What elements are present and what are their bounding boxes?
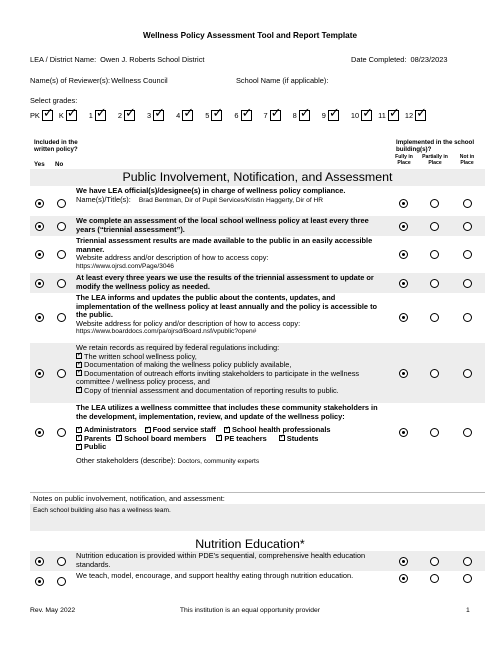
stakeholder-line-2: ✓Parents ✓ School board members ✓ PE teachers ✓ Students bbox=[76, 435, 388, 444]
grade-selector bbox=[30, 110, 432, 121]
fully-radio[interactable] bbox=[399, 313, 408, 322]
grade-checkbox[interactable] bbox=[95, 110, 106, 121]
no-header: No bbox=[55, 161, 64, 168]
check-icon[interactable] bbox=[224, 427, 230, 433]
records-item: ✓Copy of triennial assessment and documentation of reporting results to public. bbox=[76, 387, 384, 396]
no-radio[interactable] bbox=[57, 557, 66, 566]
lea-label: LEA / District Name: bbox=[30, 55, 97, 64]
fully-radio[interactable] bbox=[399, 557, 408, 566]
notes-label: Notes on public involvement, notification, and assessment: bbox=[33, 494, 225, 503]
yes-header: Yes bbox=[34, 161, 45, 168]
partially-radio[interactable] bbox=[430, 222, 439, 231]
grade-checkbox[interactable] bbox=[66, 110, 77, 121]
fully-radio[interactable] bbox=[399, 428, 408, 437]
grade-checkbox[interactable] bbox=[299, 110, 310, 121]
no-radio[interactable] bbox=[57, 250, 66, 259]
check-icon[interactable] bbox=[279, 435, 285, 441]
check-icon[interactable] bbox=[116, 435, 122, 441]
check-icon[interactable] bbox=[76, 370, 82, 376]
grade-checkbox[interactable] bbox=[388, 110, 399, 121]
partially-header: Partially in Place bbox=[422, 154, 448, 166]
not-radio[interactable] bbox=[463, 574, 472, 583]
check-icon[interactable] bbox=[216, 435, 222, 441]
grade-pk[interactable]: PK ✓ bbox=[30, 110, 55, 121]
partially-radio[interactable] bbox=[430, 250, 439, 259]
row-2-text: We complete an assessment of the local school wellness policy at least every three years (“triennial assessment”). bbox=[76, 216, 369, 234]
grade-checkbox[interactable] bbox=[241, 110, 252, 121]
section-title-nutrition-education: Nutrition Education* bbox=[195, 537, 305, 551]
yes-radio[interactable] bbox=[35, 369, 44, 378]
records-item: ✓The written school wellness policy, bbox=[76, 353, 384, 362]
reviewer-field bbox=[30, 76, 168, 85]
check-icon[interactable] bbox=[76, 353, 82, 359]
date-label: Date Completed: bbox=[351, 55, 407, 64]
not-radio[interactable] bbox=[463, 313, 472, 322]
row-5-text: The LEA informs and updates the public about the contents, updates, and implementation of the wellness policy at least annually and the policy is accessible to the public. Website address for policy and/or description of how to access copy: https://www.boarddocs.com/pa/ojrsd/Board.nsf/vpublic?open# bbox=[76, 294, 384, 337]
grade-6[interactable]: 6 ✓ bbox=[234, 110, 253, 121]
yes-radio[interactable] bbox=[35, 250, 44, 259]
no-radio[interactable] bbox=[57, 369, 66, 378]
footer-equal-opportunity: This institution is an equal opportunity provider bbox=[179, 607, 321, 614]
section-title-public-involvement: Public Involvement, Notification, and Assessment bbox=[30, 169, 485, 186]
not-radio[interactable] bbox=[463, 250, 472, 259]
row-1-answer[interactable]: Brad Bentman, Dir of Pupil Services/Kristin Haggerty, Dir of HR bbox=[138, 196, 324, 204]
grade-checkbox[interactable] bbox=[361, 110, 372, 121]
check-icon[interactable] bbox=[145, 427, 151, 433]
page-number: 1 bbox=[466, 607, 470, 614]
school-label: School Name (if applicable): bbox=[236, 76, 329, 85]
grade-9[interactable]: 9 ✓ bbox=[322, 110, 341, 121]
not-radio[interactable] bbox=[463, 557, 472, 566]
grade-3[interactable]: 3 ✓ bbox=[147, 110, 166, 121]
fully-radio[interactable] bbox=[399, 199, 408, 208]
grade-checkbox[interactable] bbox=[270, 110, 281, 121]
grade-5[interactable]: 5 ✓ bbox=[205, 110, 224, 121]
grade-checkbox[interactable] bbox=[211, 110, 222, 121]
lea-field bbox=[30, 55, 204, 64]
grade-7[interactable]: 7 ✓ bbox=[264, 110, 283, 121]
grade-k[interactable]: K ✓ bbox=[59, 110, 79, 121]
nutrition-row-2-text: We teach, model, encourage, and support healthy eating through nutrition education. bbox=[76, 571, 354, 580]
check-icon[interactable] bbox=[76, 362, 82, 368]
grade-checkbox[interactable] bbox=[153, 110, 164, 121]
row-4-text: At least every three years we use the results of the triennial assessment to update or modify the wellness policy as needed. bbox=[76, 273, 374, 291]
row-7-text: The LEA utilizes a wellness committee that includes these community stakeholders in the development, implementation, review, and update of the wellness policy: ✓Administrators ✓ Food service staff ✓ School health professionals ✓Parents ✓ School board members ✓ PE teachers ✓ Students ✓Public Other stakeholders (describe): Doctors, community experts bbox=[76, 404, 388, 467]
grade-checkbox[interactable] bbox=[328, 110, 339, 121]
date-value[interactable]: 08/23/2023 bbox=[410, 55, 448, 64]
partially-radio[interactable] bbox=[430, 557, 439, 566]
row-3-text: Triennial assessment results are made available to the public in an easily accessible manner. Website address and/or description of how to access copy: https://www.ojrsd.com/Page/3046 bbox=[76, 237, 384, 271]
date-field bbox=[351, 55, 447, 64]
not-radio[interactable] bbox=[463, 369, 472, 378]
not-radio[interactable] bbox=[463, 222, 472, 231]
grade-checkbox[interactable] bbox=[182, 110, 193, 121]
footer-revision: Rev. May 2022 bbox=[30, 607, 76, 614]
yes-radio[interactable] bbox=[35, 577, 44, 586]
records-item: ✓Documentation of outreach efforts inviting stakeholders to participate in the wellness committee / wellness policy process, and bbox=[76, 370, 384, 387]
yes-radio[interactable] bbox=[35, 199, 44, 208]
not-radio[interactable] bbox=[463, 279, 472, 288]
school-field[interactable] bbox=[236, 76, 328, 85]
partially-radio[interactable] bbox=[430, 199, 439, 208]
notes-value[interactable]: Each school building also has a wellness team. bbox=[33, 507, 171, 514]
grade-checkbox[interactable] bbox=[124, 110, 135, 121]
lea-value[interactable]: Owen J. Roberts School District bbox=[100, 55, 205, 64]
implemented-header: Implemented in the school building(s)? bbox=[396, 139, 475, 154]
grade-4[interactable]: 4 ✓ bbox=[176, 110, 195, 121]
yes-radio[interactable] bbox=[35, 557, 44, 566]
fully-radio[interactable] bbox=[399, 279, 408, 288]
reviewer-value[interactable]: Wellness Council bbox=[111, 76, 168, 85]
fully-radio[interactable] bbox=[399, 369, 408, 378]
not-radio[interactable] bbox=[463, 428, 472, 437]
grade-8[interactable]: 8 ✓ bbox=[293, 110, 312, 121]
yes-radio[interactable] bbox=[35, 222, 44, 231]
row-1-text: We have LEA official(s)/designee(s) in charge of wellness policy compliance. Name(s)/Title(s): Brad Bentman, Dir of Pupil Services/Kristin Haggerty, Dir of HR bbox=[76, 186, 346, 204]
no-radio[interactable] bbox=[57, 279, 66, 288]
reviewer-label: Name(s) of Reviewer(s): bbox=[30, 76, 111, 85]
grade-1[interactable]: 1 ✓ bbox=[89, 110, 108, 121]
partially-radio[interactable] bbox=[430, 428, 439, 437]
partially-radio[interactable] bbox=[430, 279, 439, 288]
check-icon[interactable] bbox=[76, 435, 82, 441]
no-radio[interactable] bbox=[57, 577, 66, 586]
row-3-answer[interactable]: https://www.ojrsd.com/Page/3046 bbox=[76, 262, 174, 270]
grade-checkbox[interactable] bbox=[415, 110, 426, 121]
grade-10[interactable]: 10 ✓ bbox=[351, 110, 374, 121]
no-radio[interactable] bbox=[57, 222, 66, 231]
no-radio[interactable] bbox=[57, 313, 66, 322]
partially-radio[interactable] bbox=[430, 313, 439, 322]
included-header: Included in the written policy? bbox=[34, 139, 78, 154]
yes-radio[interactable] bbox=[35, 313, 44, 322]
document-title: Wellness Policy Assessment Tool and Report Template bbox=[143, 31, 357, 40]
stakeholder-line-3: ✓Public bbox=[76, 443, 388, 452]
partially-radio[interactable] bbox=[430, 369, 439, 378]
other-stakeholders-answer[interactable]: Doctors, community experts bbox=[177, 457, 260, 465]
fully-radio[interactable] bbox=[399, 574, 408, 583]
yes-radio[interactable] bbox=[35, 279, 44, 288]
not-header: Not in Place bbox=[459, 154, 475, 166]
not-radio[interactable] bbox=[463, 199, 472, 208]
check-icon[interactable] bbox=[76, 444, 82, 450]
select-grades-label: Select grades: bbox=[30, 96, 78, 105]
divider bbox=[30, 492, 485, 493]
check-icon[interactable] bbox=[76, 387, 82, 393]
stakeholder-line-1: ✓Administrators ✓ Food service staff ✓ School health professionals bbox=[76, 426, 388, 435]
fully-radio[interactable] bbox=[399, 222, 408, 231]
grade-11[interactable]: 11 ✓ bbox=[378, 110, 401, 121]
grade-checkbox[interactable] bbox=[42, 110, 53, 121]
no-radio[interactable] bbox=[57, 428, 66, 437]
row-5-answer[interactable]: https://www.boarddocs.com/pa/ojrsd/Board.nsf/vpublic?open# bbox=[76, 328, 257, 336]
partially-radio[interactable] bbox=[430, 574, 439, 583]
check-icon[interactable] bbox=[76, 427, 82, 433]
fully-radio[interactable] bbox=[399, 250, 408, 259]
nutrition-row-1-text: Nutrition education is provided within PDE’s sequential, comprehensive health education standards. bbox=[76, 551, 366, 569]
fully-header: Fully in Place bbox=[395, 154, 413, 166]
row-6-text: We retain records as required by federal regulations including: ✓The written school wellness policy, ✓Documentation of making the wellness policy publicly available, ✓Documentation of outreach efforts inviting stakeholders to participate in the wellness committee / wellness policy process, and ✓Copy of triennial assessment and documentation of reporting results to public. bbox=[76, 344, 384, 396]
no-radio[interactable] bbox=[57, 199, 66, 208]
yes-radio[interactable] bbox=[35, 428, 44, 437]
grade-2[interactable]: 2 ✓ bbox=[118, 110, 137, 121]
records-item: ✓Documentation of making the wellness policy publicly available, bbox=[76, 361, 384, 370]
grade-12[interactable]: 12 ✓ bbox=[405, 110, 428, 121]
